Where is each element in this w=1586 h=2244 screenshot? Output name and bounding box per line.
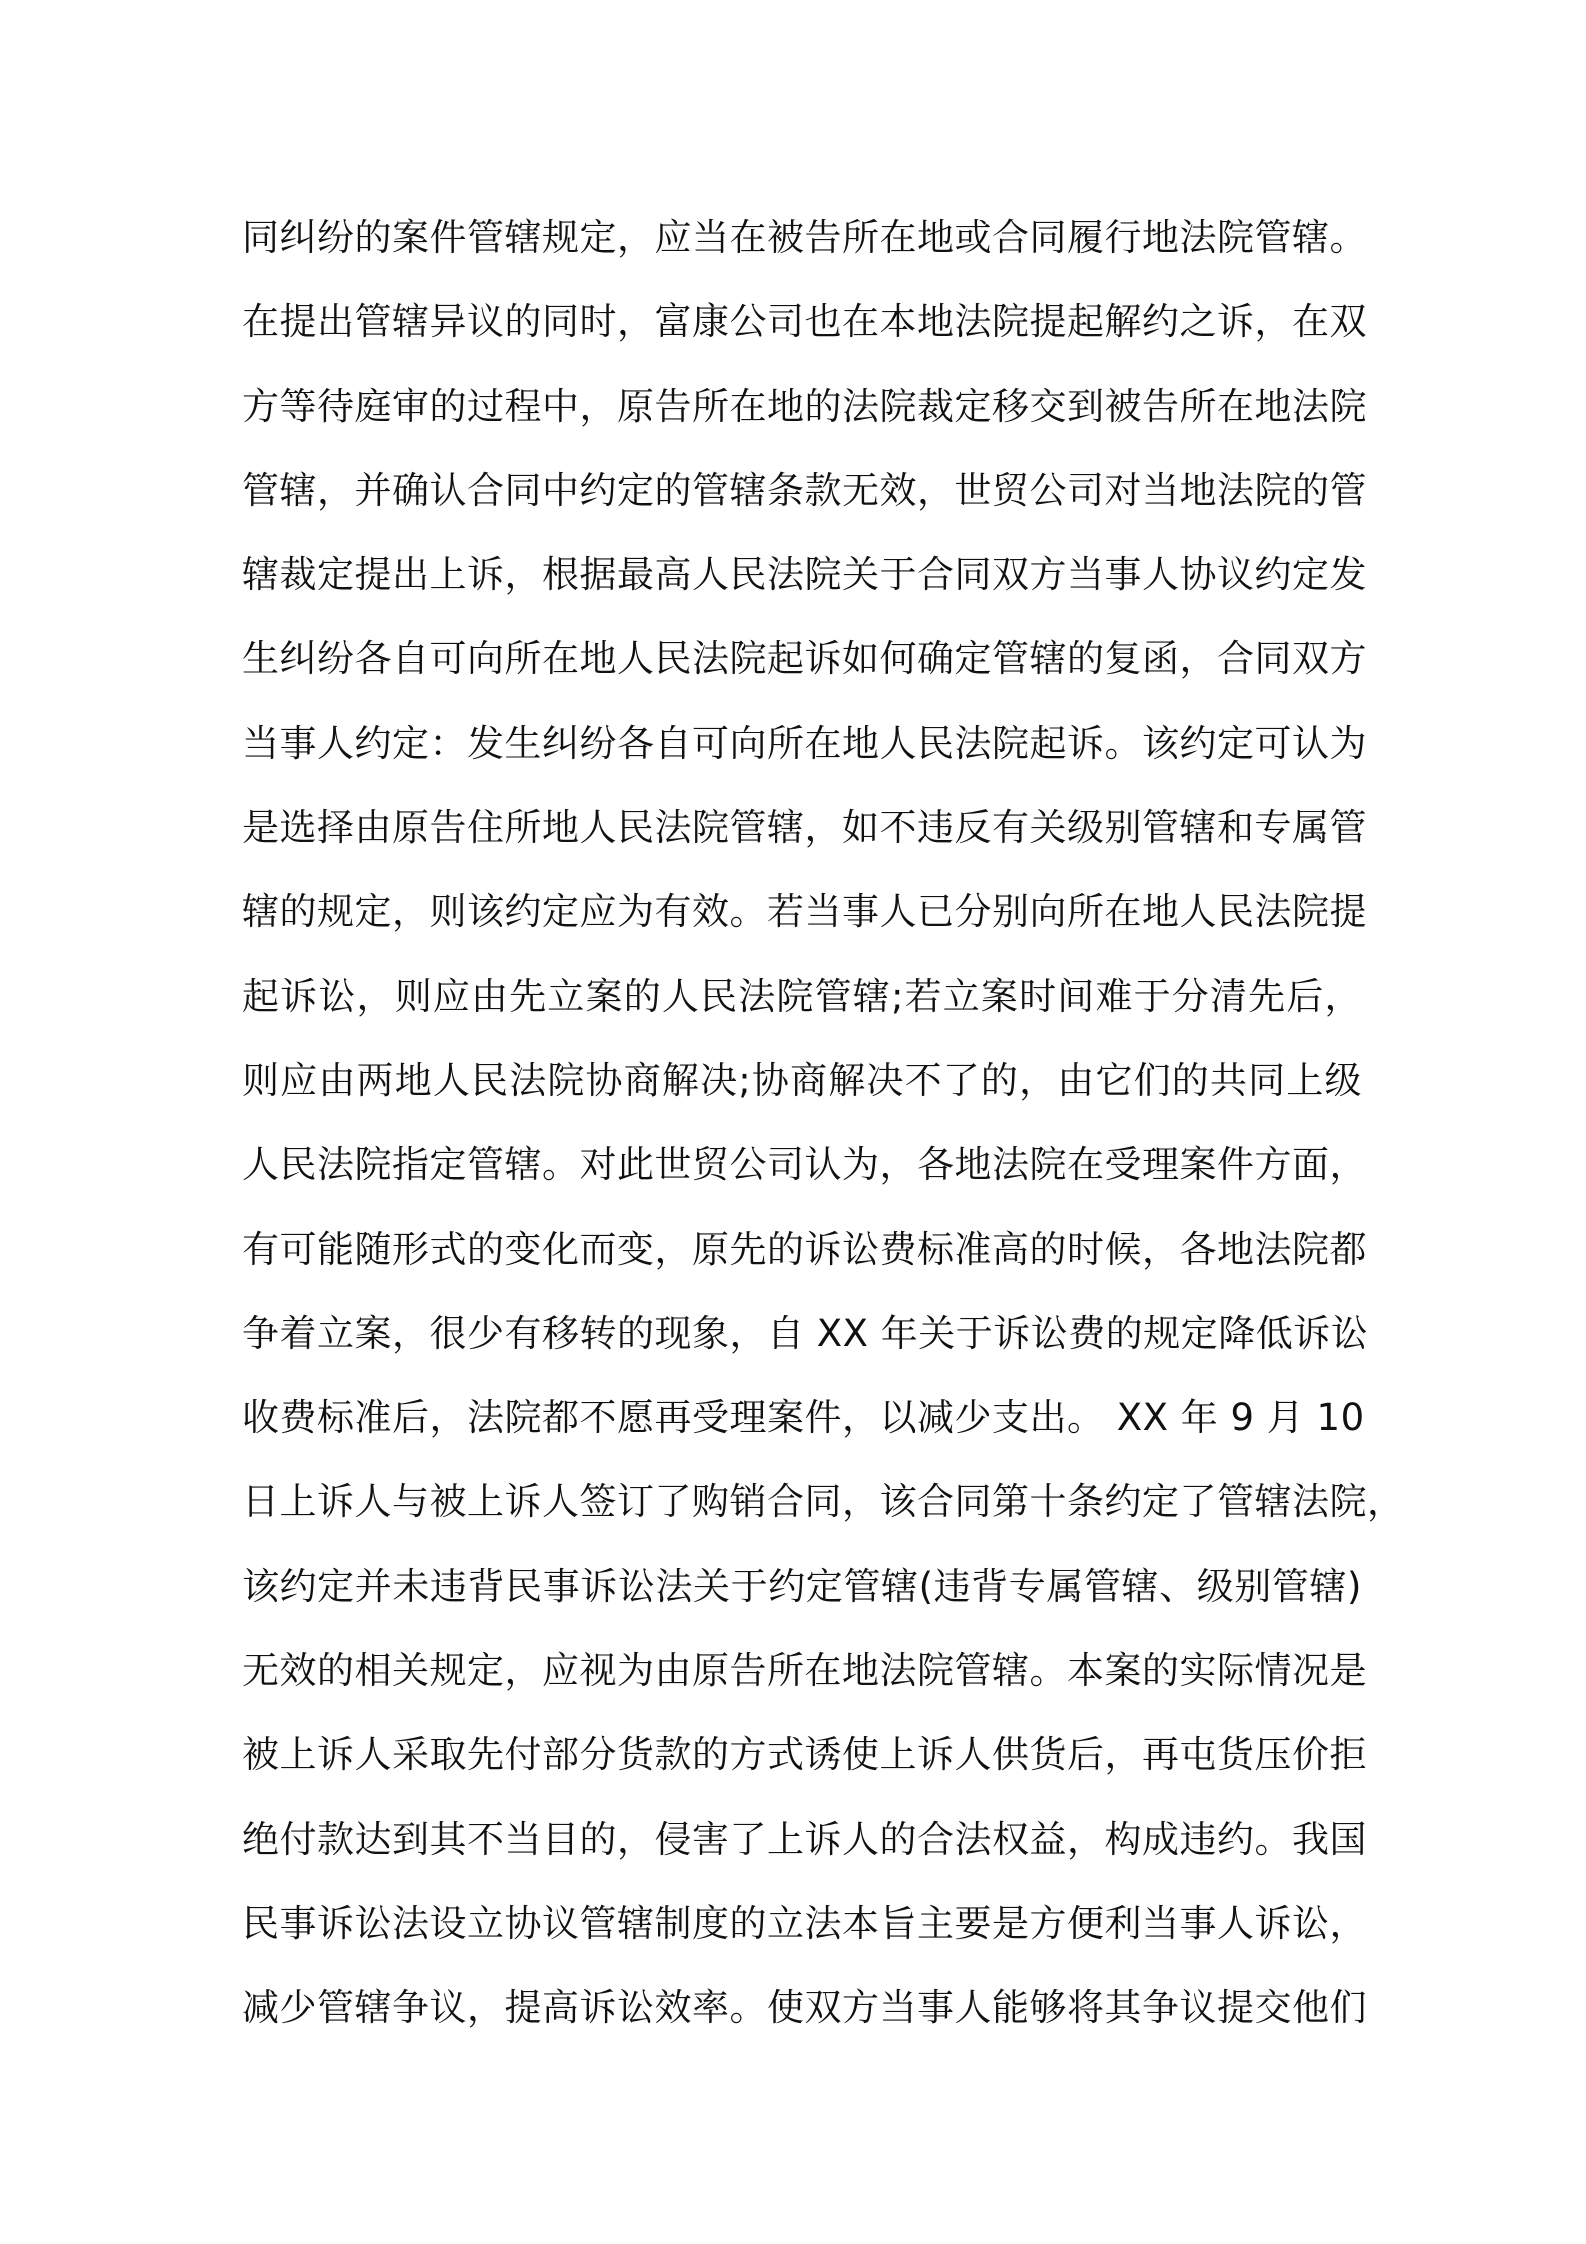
text-line: 被上诉人采取先付部分货款的方式诱使上诉人供货后，再屯货压价拒 xyxy=(242,1733,1367,1777)
text-line: 起诉讼，则应由先立案的人民法院管辖;若立案时间难于分清先后， xyxy=(242,974,1362,1018)
text-line: 在提出管辖异议的同时，富康公司也在本地法院提起解约之诉，在双 xyxy=(242,300,1367,344)
text-line: 该约定并未违背民事诉讼法关于约定管辖(违背专属管辖、级别管辖) xyxy=(242,1564,1362,1608)
text-line: 当事人约定：发生纠纷各自可向所在地人民法院起诉。该约定可认为 xyxy=(242,721,1367,765)
text-line: 争着立案，很少有移转的现象，自 XX 年关于诉讼费的规定降低诉讼 xyxy=(242,1311,1369,1355)
text-line: 方等待庭审的过程中，原告所在地的法院裁定移交到被告所在地法院 xyxy=(242,384,1367,428)
text-line: 无效的相关规定，应视为由原告所在地法院管辖。本案的实际情况是 xyxy=(242,1649,1367,1693)
text-line: 生纠纷各自可向所在地人民法院起诉如何确定管辖的复函，合同双方 xyxy=(242,637,1367,681)
text-line: 辖的规定，则该约定应为有效。若当事人已分别向所在地人民法院提 xyxy=(242,890,1367,934)
text-line: 减少管辖争议，提高诉讼效率。使双方当事人能够将其争议提交他们 xyxy=(242,1986,1367,2030)
text-line: 同纠纷的案件管辖规定，应当在被告所在地或合同履行地法院管辖。 xyxy=(242,216,1367,259)
text-line: 人民法院指定管辖。对此世贸公司认为，各地法院在受理案件方面， xyxy=(242,1143,1367,1187)
text-line: 是选择由原告住所地人民法院管辖，如不违反有关级别管辖和专属管 xyxy=(242,806,1367,850)
text-line: 收费标准后，法院都不愿再受理案件，以减少支出。 XX 年 9 月 10 xyxy=(242,1396,1365,1440)
text-line: 有可能随形式的变化而变，原先的诉讼费标准高的时候，各地法院都 xyxy=(242,1227,1367,1271)
text-line: 民事诉讼法设立协议管辖制度的立法本旨主要是方便利当事人诉讼， xyxy=(242,1901,1367,1945)
text-line: 辖裁定提出上诉，根据最高人民法院关于合同双方当事人协议约定发 xyxy=(242,553,1367,597)
text-line: 管辖，并确认合同中约定的管辖条款无效，世贸公司对当地法院的管 xyxy=(242,468,1367,512)
text-line: 日上诉人与被上诉人签订了购销合同，该合同第十条约定了管辖法院， xyxy=(242,1480,1405,1524)
text-line: 则应由两地人民法院协商解决;协商解决不了的，由它们的共同上级 xyxy=(242,1058,1362,1102)
body-text xyxy=(242,196,1405,2051)
text-line: 绝付款达到其不当目的，侵害了上诉人的合法权益，构成违约。我国 xyxy=(242,1817,1367,1861)
